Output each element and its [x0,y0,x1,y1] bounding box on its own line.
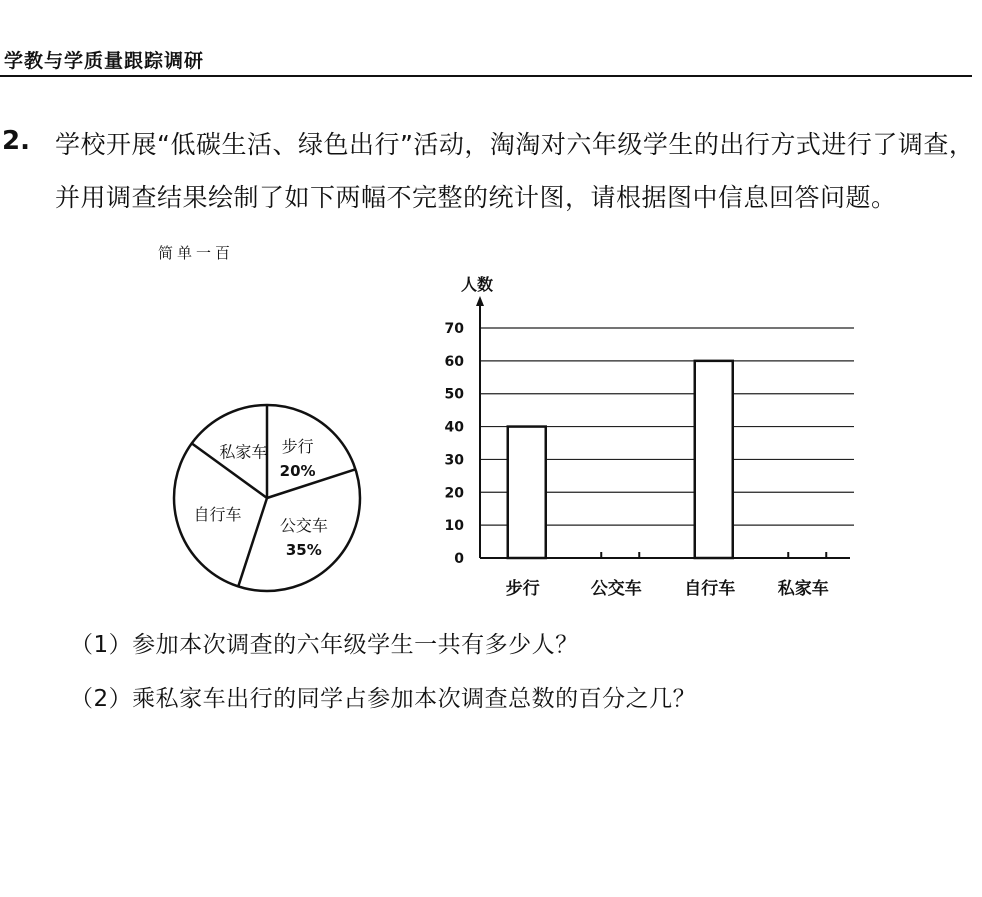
y-tick-label: 20 [444,485,464,502]
header-divider [0,75,972,77]
pie-slice-divider [238,498,267,586]
bar [695,361,733,558]
handwritten-note: 简单一百 [158,244,235,262]
pie-slice-label: 自行车 [193,505,242,525]
y-axis-label: 人数 [460,275,494,294]
question-stem: 学校开展“低碳生活、绿色出行”活动，淘淘对六年级学生的出行方式进行了调查，并用调查结果绘制了如下两幅不完整的统计图，请根据图中信息回答问题。 [55,130,975,212]
pie-chart-svg [164,400,370,596]
pie-chart [164,400,370,596]
y-tick-label: 60 [444,353,464,370]
y-tick-label: 10 [444,518,464,535]
x-tick-label: 自行车 [684,579,736,599]
y-tick-label: 50 [444,386,464,403]
pie-slice-label: 私家车 [219,442,268,462]
y-tick-label: 70 [444,321,464,337]
pie-slice-percent: 35% [285,540,322,559]
pie-slice-label: 公交车 [279,515,328,535]
sub-question-1: （1）参加本次调查的六年级学生一共有多少人？ [70,632,579,658]
header-title: 学教与学质量跟踪调研 [4,50,205,72]
sub-question-2: （2）乘私家车出行的同学占参加本次调查总数的百分之几？ [70,686,697,712]
bar-chart [430,270,870,610]
y-tick-label: 0 [454,551,464,567]
x-tick-label: 公交车 [590,579,642,599]
bar [508,427,546,558]
y-axis-arrow [476,296,484,306]
y-tick-label: 30 [444,452,464,469]
pie-slice-label: 步行 [281,436,314,456]
x-tick-label: 步行 [505,579,540,599]
y-tick-label: 40 [444,419,464,436]
question-number: 2. [2,126,30,156]
pie-slice-percent: 20% [279,461,316,480]
x-tick-label: 私家车 [777,579,829,599]
bar-chart-svg [430,270,870,610]
